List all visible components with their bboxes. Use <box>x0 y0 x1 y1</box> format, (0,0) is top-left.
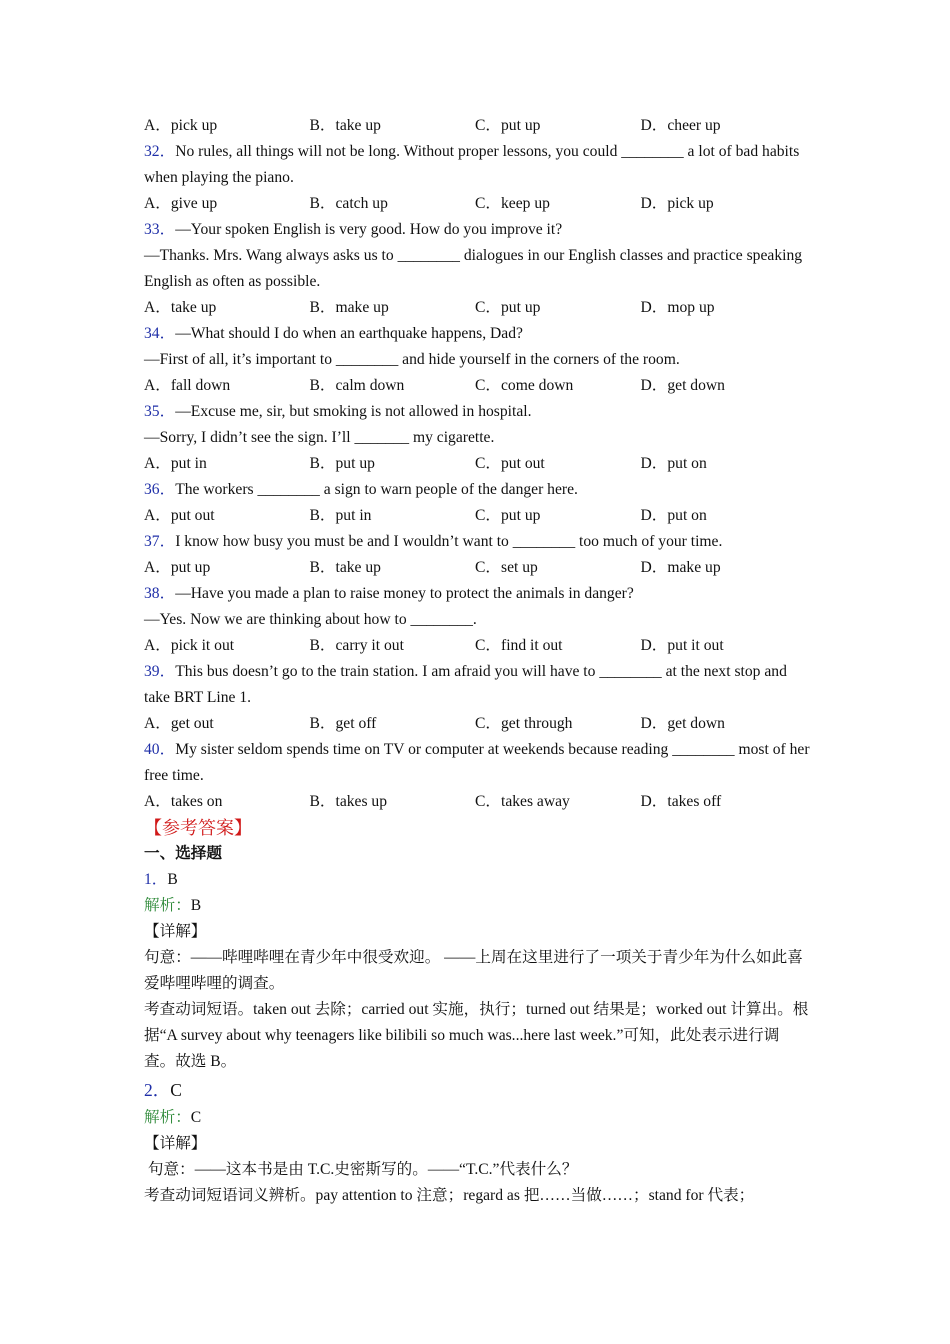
question-text: —Your spoken English is very good. How do you improve it? <box>175 221 563 238</box>
question-number: 36． <box>144 481 176 498</box>
question-37 <box>144 529 810 581</box>
option-d[interactable]: D．put on <box>640 455 707 472</box>
option-c[interactable]: C．put out <box>475 455 545 472</box>
question-text: —Yes. Now we are thinking about how to ________. <box>144 611 477 628</box>
option-d[interactable]: D．get down <box>640 377 725 394</box>
option-a[interactable]: A．get out <box>144 715 214 732</box>
detail-label: 【详解】 <box>144 923 207 940</box>
option-d[interactable]: D．get down <box>640 715 725 732</box>
detail-paragraph: 考查动词短语。taken out 去除；carried out 实施，执行；turned out 结果是；worked out 计算出。根据“A survey about why teenagers like bilibili so much was...here last week.”可知，此处表示进行调查。故选 B。 <box>144 1001 809 1070</box>
question-number: 38． <box>144 585 176 602</box>
option-a[interactable]: A．pick up <box>144 117 218 134</box>
option-c[interactable]: C．set up <box>475 559 538 576</box>
option-c[interactable]: C．put up <box>475 117 541 134</box>
analysis-value: B <box>190 897 202 914</box>
detail-paragraph: 句意：——哔哩哔哩在青少年中很受欢迎。 ——上周在这里进行了一项关于青少年为什么如此喜爱哔哩哔哩的调查。 <box>144 949 803 992</box>
question-text: The workers ________ a sign to warn people of the danger here. <box>175 481 578 498</box>
option-d[interactable]: D．put on <box>640 507 707 524</box>
option-d[interactable]: D．mop up <box>640 299 715 316</box>
detail-label: 【详解】 <box>144 1135 207 1152</box>
answer-number: 2． <box>144 1080 171 1100</box>
options <box>144 555 810 581</box>
question-text: No rules, all things will not be long. Without proper lessons, you could ________ a lot of bad habits when playing the piano. <box>144 143 800 186</box>
question-number: 33． <box>144 221 176 238</box>
option-b[interactable]: B．put in <box>309 507 372 524</box>
option-b[interactable]: B．make up <box>309 299 389 316</box>
document-page <box>144 113 810 1209</box>
option-d[interactable]: D．takes off <box>640 793 722 810</box>
answer-value: B <box>167 871 178 888</box>
option-b[interactable]: B．calm down <box>309 377 405 394</box>
analysis-value: C <box>190 1109 202 1126</box>
options <box>144 711 810 737</box>
option-c[interactable]: C．put up <box>475 299 541 316</box>
option-a[interactable]: A．fall down <box>144 377 231 394</box>
options <box>144 633 810 659</box>
option-b[interactable]: B．catch up <box>309 195 388 212</box>
option-b[interactable]: B．takes up <box>309 793 388 810</box>
question-text: This bus doesn’t go to the train station. I am afraid you will have to ________ at the next stop and take BRT Line 1. <box>144 663 787 706</box>
option-d[interactable]: D．pick up <box>640 195 714 212</box>
option-c[interactable]: C．find it out <box>475 637 563 654</box>
question-text: I know how busy you must be and I wouldn’t want to ________ too much of your time. <box>175 533 723 550</box>
option-c[interactable]: C．get through <box>475 715 573 732</box>
question-text: —Have you made a plan to raise money to protect the animals in danger? <box>175 585 634 602</box>
answer-value: C <box>170 1080 182 1100</box>
section-title: 一、选择题 <box>144 845 222 862</box>
option-a[interactable]: A．put out <box>144 507 215 524</box>
question-32 <box>144 139 810 217</box>
options <box>144 191 810 217</box>
question-number: 39． <box>144 663 176 680</box>
option-d[interactable]: D．make up <box>640 559 721 576</box>
question-33 <box>144 217 810 321</box>
question-number: 34． <box>144 325 176 342</box>
analysis-label: 解析： <box>144 1109 191 1126</box>
option-c[interactable]: C．come down <box>475 377 574 394</box>
option-b[interactable]: B．take up <box>309 117 381 134</box>
option-b[interactable]: B．get off <box>309 715 377 732</box>
question-35 <box>144 399 810 477</box>
question-40 <box>144 737 810 815</box>
question-number: 32． <box>144 143 176 160</box>
answer-1 <box>144 867 810 1075</box>
option-d[interactable]: D．put it out <box>640 637 724 654</box>
options <box>144 373 810 399</box>
question-text: —First of all, it’s important to ________ and hide yourself in the corners of the room. <box>144 351 680 368</box>
question-36 <box>144 477 810 529</box>
question-34 <box>144 321 810 399</box>
option-b[interactable]: B．take up <box>309 559 381 576</box>
detail-paragraph: 句意：——这本书是由 T.C.史密斯写的。——“T.C.”代表什么？ <box>144 1161 578 1178</box>
option-a[interactable]: A．takes on <box>144 793 223 810</box>
option-a[interactable]: A．pick it out <box>144 637 235 654</box>
option-a[interactable]: A．put up <box>144 559 211 576</box>
question-text: —What should I do when an earthquake happens, Dad? <box>175 325 523 342</box>
answers-title: 【参考答案】 <box>144 818 252 838</box>
option-c[interactable]: C．takes away <box>475 793 570 810</box>
question-text: —Sorry, I didn’t see the sign. I’ll _______ my cigarette. <box>144 429 495 446</box>
option-b[interactable]: B．carry it out <box>309 637 404 654</box>
answer-number: 1． <box>144 871 168 888</box>
options <box>144 451 810 477</box>
option-a[interactable]: A．give up <box>144 195 218 212</box>
question-38 <box>144 581 810 659</box>
option-a[interactable]: A．put in <box>144 455 207 472</box>
detail-paragraph: 考查动词短语词义辨析。pay attention to 注意；regard as 把……当做……；stand for 代表； <box>144 1187 755 1204</box>
question-number: 40． <box>144 741 176 758</box>
question-number: 35． <box>144 403 176 420</box>
option-c[interactable]: C．put up <box>475 507 541 524</box>
question-39 <box>144 659 810 737</box>
option-d[interactable]: D．cheer up <box>640 117 721 134</box>
option-c[interactable]: C．keep up <box>475 195 550 212</box>
question-number: 37． <box>144 533 176 550</box>
options <box>144 503 810 529</box>
analysis-label: 解析： <box>144 897 191 914</box>
question-text: —Thanks. Mrs. Wang always asks us to ________ dialogues in our English classes and practice speaking English as often as possible. <box>144 247 803 290</box>
q31-options <box>144 113 810 139</box>
option-b[interactable]: B．put up <box>309 455 375 472</box>
options <box>144 789 810 815</box>
answer-2 <box>144 1075 810 1209</box>
option-a[interactable]: A．take up <box>144 299 217 316</box>
question-text: My sister seldom spends time on TV or computer at weekends because reading ________ most of her free time. <box>144 741 810 784</box>
options <box>144 295 810 321</box>
question-text: —Excuse me, sir, but smoking is not allowed in hospital. <box>175 403 532 420</box>
